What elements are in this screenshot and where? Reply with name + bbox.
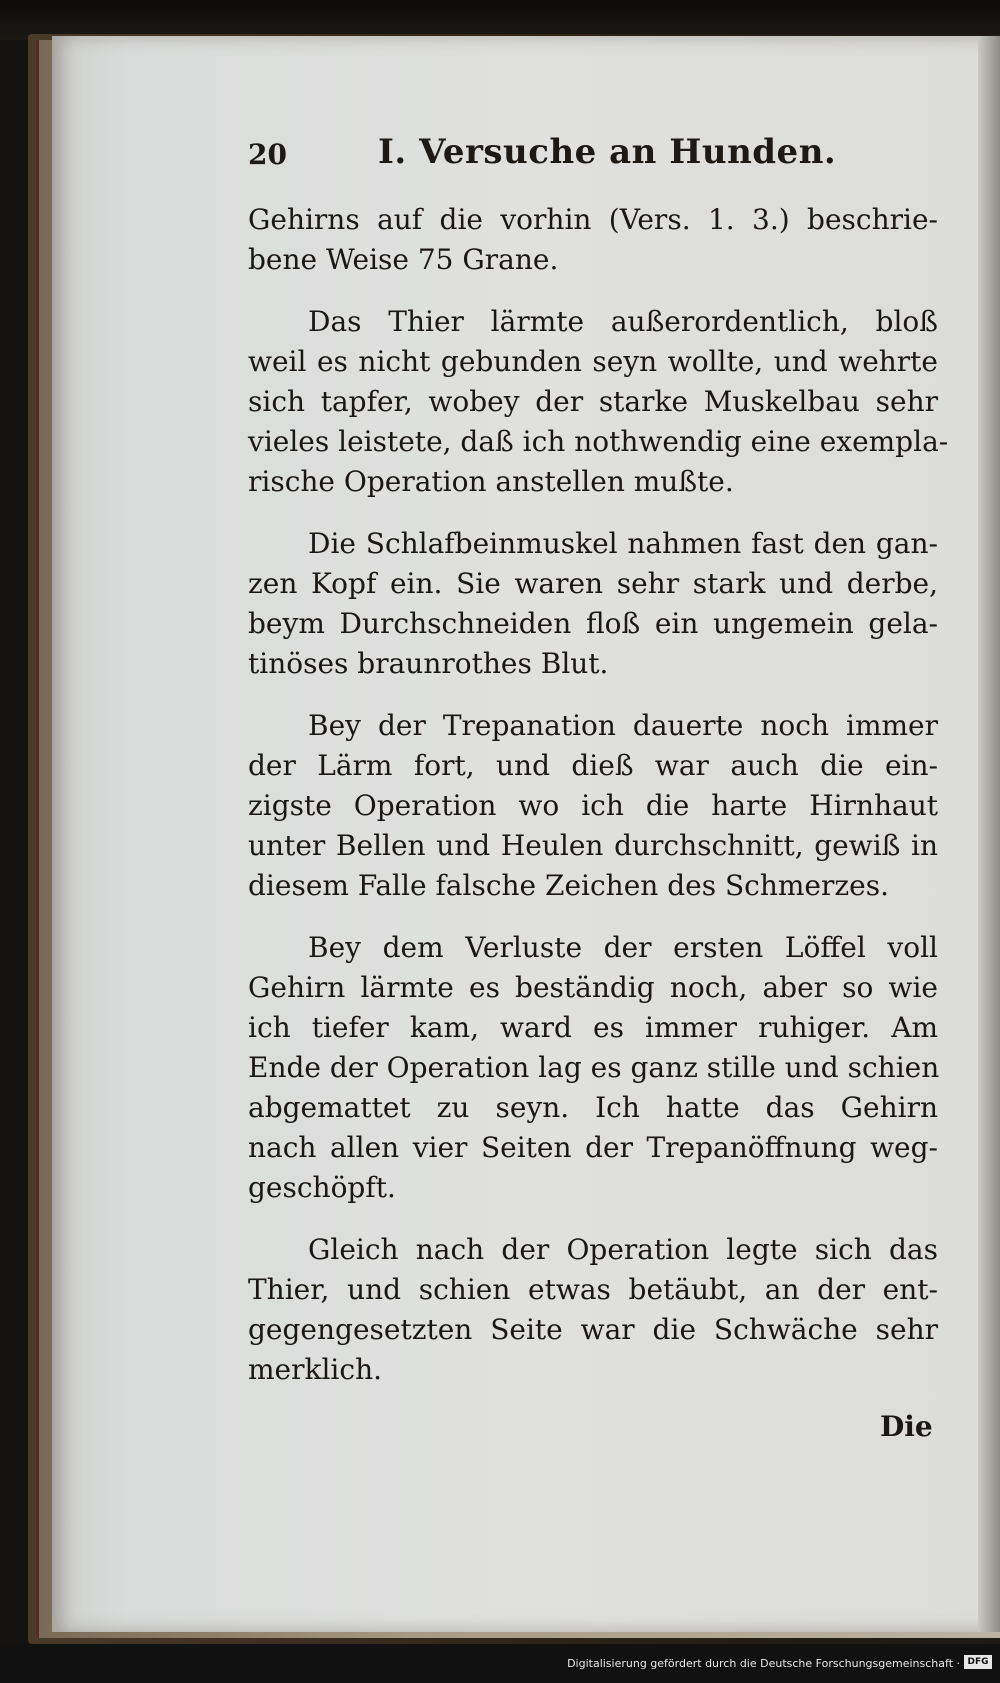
text-line: Thier, und schien etwas betäubt, an der ent- (248, 1273, 938, 1306)
text-line: Das Thier lärmte außerordentlich, bloß (308, 305, 938, 338)
running-title: I. Versuche an Hunden. (378, 132, 837, 172)
text-line: nach allen vier Seiten der Trepanöffnung weg- (248, 1131, 938, 1164)
text-line: zigste Operation wo ich die harte Hirnhaut (248, 789, 938, 822)
catchword: Die (880, 1410, 933, 1443)
text-line: Bey der Trepanation dauerte noch immer (308, 709, 938, 742)
digitization-credit: Digitalisierung gefördert durch die Deutsche Forschungsgemeinschaft · (567, 1657, 960, 1670)
text-line: der Lärm fort, und dieß war auch die ein- (248, 749, 938, 782)
paragraph (248, 928, 938, 1208)
body-text (248, 200, 949, 1412)
paragraph (248, 706, 938, 906)
text-line: tinöses braunrothes Blut. (248, 647, 609, 680)
text-line: merklich. (248, 1353, 382, 1386)
text-line: Die Schlafbeinmuskel nahmen fast den gan- (308, 527, 938, 560)
text-line: vieles leistete, daß ich nothwendig eine exempla- (248, 425, 949, 458)
text-line: abgemattet zu seyn. Ich hatte das Gehirn (248, 1091, 938, 1124)
text-line: rische Operation anstellen mußte. (248, 465, 734, 498)
paragraph (248, 200, 938, 280)
text-line: Bey dem Verluste der ersten Löffel voll (308, 931, 938, 964)
page-right-margin (978, 36, 1000, 1632)
text-line: Gleich nach der Operation legte sich das (308, 1233, 938, 1266)
text-line: ich tiefer kam, ward es immer ruhiger. Am (248, 1011, 938, 1044)
text-line: Ende der Operation lag es ganz stille und schien (248, 1051, 940, 1084)
text-line: diesem Falle falsche Zeichen des Schmerzes. (248, 869, 889, 902)
text-line: sich tapfer, wobey der starke Muskelbau sehr (248, 385, 938, 418)
text-line: bene Weise 75 Grane. (248, 243, 559, 276)
text-line: weil es nicht gebunden seyn wollte, und wehrte (248, 345, 938, 378)
dfg-logo-icon: DFG (964, 1655, 992, 1669)
text-line: beym Durchschneiden floß ein ungemein gela- (248, 607, 938, 640)
paragraph (248, 524, 938, 684)
text-line: Gehirns auf die vorhin (Vers. 1. 3.) beschrie- (248, 203, 938, 236)
page-header (248, 132, 938, 182)
paragraph (248, 302, 949, 502)
text-line: geschöpft. (248, 1171, 396, 1204)
text-line: Gehirn lärmte es beständig noch, aber so wie (248, 971, 938, 1004)
text-line: unter Bellen und Heulen durchschnitt, gewiß in (248, 829, 938, 862)
page-number: 20 (248, 138, 287, 171)
text-line: gegengesetzten Seite war die Schwäche sehr (248, 1313, 938, 1346)
paragraph (248, 1230, 938, 1390)
text-line: zen Kopf ein. Sie waren sehr stark und derbe, (248, 567, 938, 600)
